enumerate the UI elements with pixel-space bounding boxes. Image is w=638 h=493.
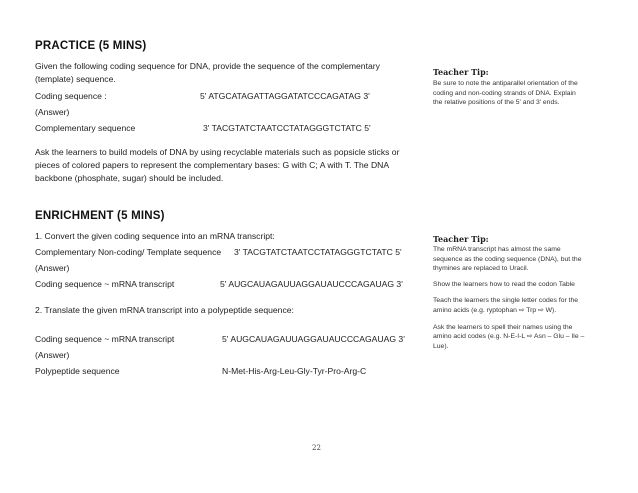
template-sequence-value: 3' TACGTATCTAATCCTATAGGGTCTATC 5': [234, 247, 402, 257]
enrichment-tip-line6: amino acids (e.g. ryptophan ⇨ Trp ⇨ W).: [433, 306, 557, 314]
coding-sequence-label: Coding sequence :: [35, 91, 107, 101]
activity-line3: backbone (phosphate, sugar) should be included.: [35, 173, 224, 183]
enrichment-tip-line7: Ask the learners to spell their names using the: [433, 323, 573, 331]
enrichment-answer-label-2: (Answer): [35, 350, 70, 360]
enrichment-tip-line8: amino acid codes (e.g. N-E-I-L ⇨ Asn – Glu – Ile –: [433, 333, 585, 341]
practice-teacher-tip: [433, 67, 613, 108]
practice-intro-line2: (template) sequence.: [35, 74, 116, 84]
complementary-sequence-value: 3' TACGTATCTAATCCTATAGGGTCTATC 5': [203, 123, 371, 133]
enrichment-step1: 1. Convert the given coding sequence into an mRNA transcript:: [35, 231, 275, 241]
page-number: 22: [312, 444, 321, 452]
complementary-sequence-label: Complementary sequence: [35, 123, 136, 133]
practice-tip-title: Teacher Tip:: [433, 67, 489, 77]
polypeptide-label: Polypeptide sequence: [35, 366, 120, 376]
practice-tip-line2: coding and non-coding strands of DNA. Explain: [433, 89, 576, 97]
activity-line1: Ask the learners to build models of DNA by using recyclable materials such as popsicle sticks or: [35, 147, 400, 157]
enrichment-answer-label: (Answer): [35, 263, 70, 273]
mrna-transcript-value: 5' AUGCAUAGAUUAGGAUAUCCCAGAUAG 3': [220, 279, 403, 289]
enrichment-heading: ENRICHMENT (5 MINS): [35, 210, 165, 222]
practice-tip-line3: the relative positions of the 5' and 3' ends.: [433, 99, 560, 107]
activity-line2: pieces of colored papers to represent the complementary bases: G with C; A with T. The DNA: [35, 160, 390, 170]
enrichment-tip-line9: Lue).: [433, 342, 449, 350]
enrichment-tip-line1: The mRNA transcript has almost the same: [433, 246, 561, 253]
practice-heading: PRACTICE (5 MINS): [35, 40, 147, 52]
mrna-transcript-label-2: Coding sequence ~ mRNA transcript: [35, 334, 175, 344]
mrna-transcript-label: Coding sequence ~ mRNA transcript: [35, 279, 175, 289]
mrna-transcript-value-2: 5' AUGCAUAGAUUAGGAUAUCCCAGAUAG 3': [222, 334, 405, 344]
enrichment-step2: 2. Translate the given mRNA transcript into a polypeptide sequence:: [35, 305, 294, 315]
enrichment-tip-line2: sequence as the coding sequence (DNA), but the: [433, 255, 582, 263]
enrichment-tip-line5: Teach the learners the single letter codes for the: [433, 297, 579, 305]
polypeptide-value: N-Met-His-Arg-Leu-Gly-Tyr-Pro-Arg-C: [222, 366, 367, 376]
coding-sequence-value: 5' ATGCATAGATTAGGATATCCCAGATAG 3': [200, 91, 370, 101]
practice-answer-label: (Answer): [35, 107, 70, 117]
practice-intro-line1: Given the following coding sequence for DNA, provide the sequence of the complementary: [35, 61, 380, 71]
enrichment-tip-line3: thymines are replaced to Uracil.: [433, 265, 529, 273]
practice-tip-line1: Be sure to note the antiparallel orientation of the: [433, 80, 578, 87]
template-sequence-label: Complementary Non-coding/ Template sequence: [35, 247, 222, 257]
enrichment-tip-title: Teacher Tip:: [433, 234, 489, 244]
enrichment-teacher-tip: [433, 234, 618, 351]
enrichment-tip-line4: Show the learners how to read the codon Table: [433, 280, 575, 288]
